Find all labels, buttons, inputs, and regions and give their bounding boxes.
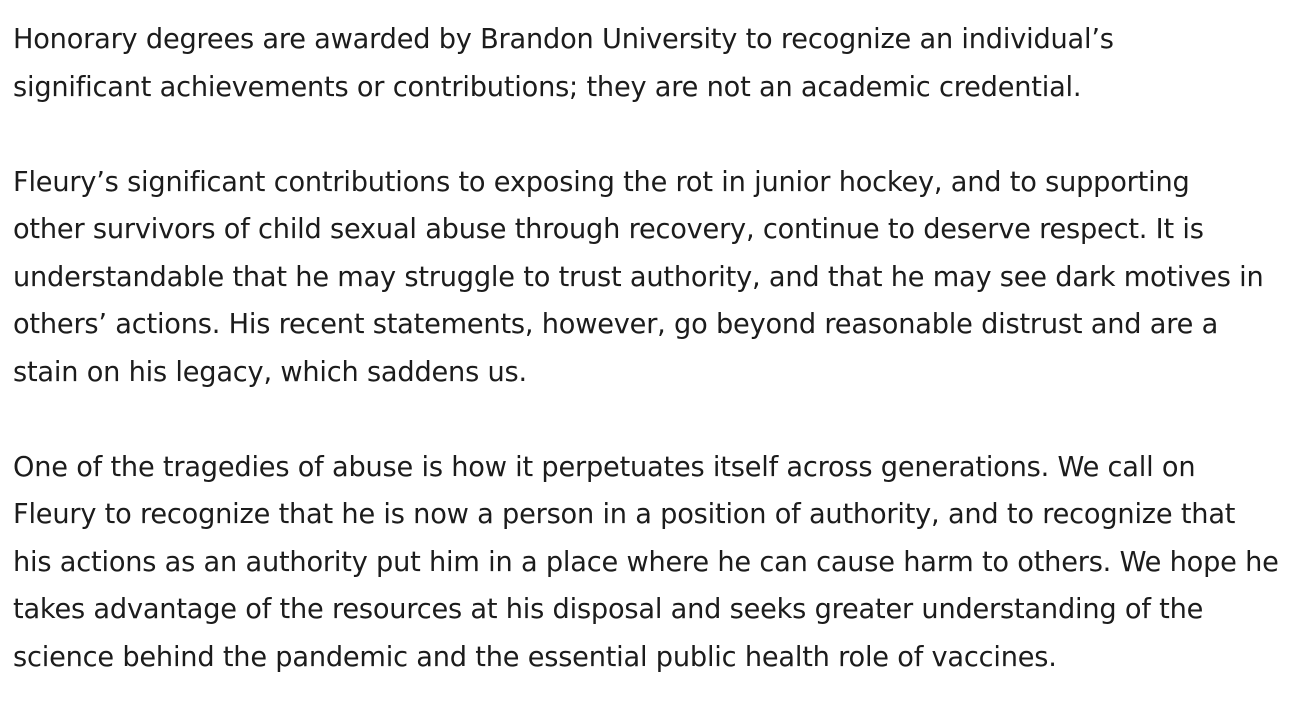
paragraph-fleury-contributions: [13, 159, 1298, 397]
text-line: understandable that he may struggle to trust authority, and that he may see dark motives in: [13, 261, 1264, 293]
text-line: Honorary degrees are awarded by Brandon University to recognize an individual’s: [13, 24, 1114, 55]
text-line: One of the tragedies of abuse is how it perpetuates itself across generations. We call on: [13, 451, 1196, 483]
text-line: stain on his legacy, which saddens us.: [13, 356, 527, 388]
text-line: science behind the pandemic and the essential public health role of vaccines.: [13, 641, 1057, 673]
text-line: Fleury’s significant contributions to exposing the rot in junior hockey, and to supporting: [13, 166, 1190, 198]
text-line: other survivors of child sexual abuse through recovery, continue to deserve respect. It is: [13, 214, 1204, 245]
text-line: takes advantage of the resources at his disposal and seeks greater understanding of the: [13, 594, 1204, 625]
text-line: others’ actions. His recent statements, however, go beyond reasonable distrust and are a: [13, 309, 1219, 340]
text-line: his actions as an authority put him in a place where he can cause harm to others. We hope he: [13, 546, 1279, 578]
article-body: [13, 16, 1298, 681]
text-line: Fleury to recognize that he is now a person in a position of authority, and to recognize that: [13, 499, 1236, 530]
paragraph-honorary-degrees: [13, 16, 1298, 111]
text-line: significant achievements or contributions; they are not an academic credential.: [13, 71, 1082, 103]
paragraph-tragedies-of-abuse: [13, 444, 1298, 682]
